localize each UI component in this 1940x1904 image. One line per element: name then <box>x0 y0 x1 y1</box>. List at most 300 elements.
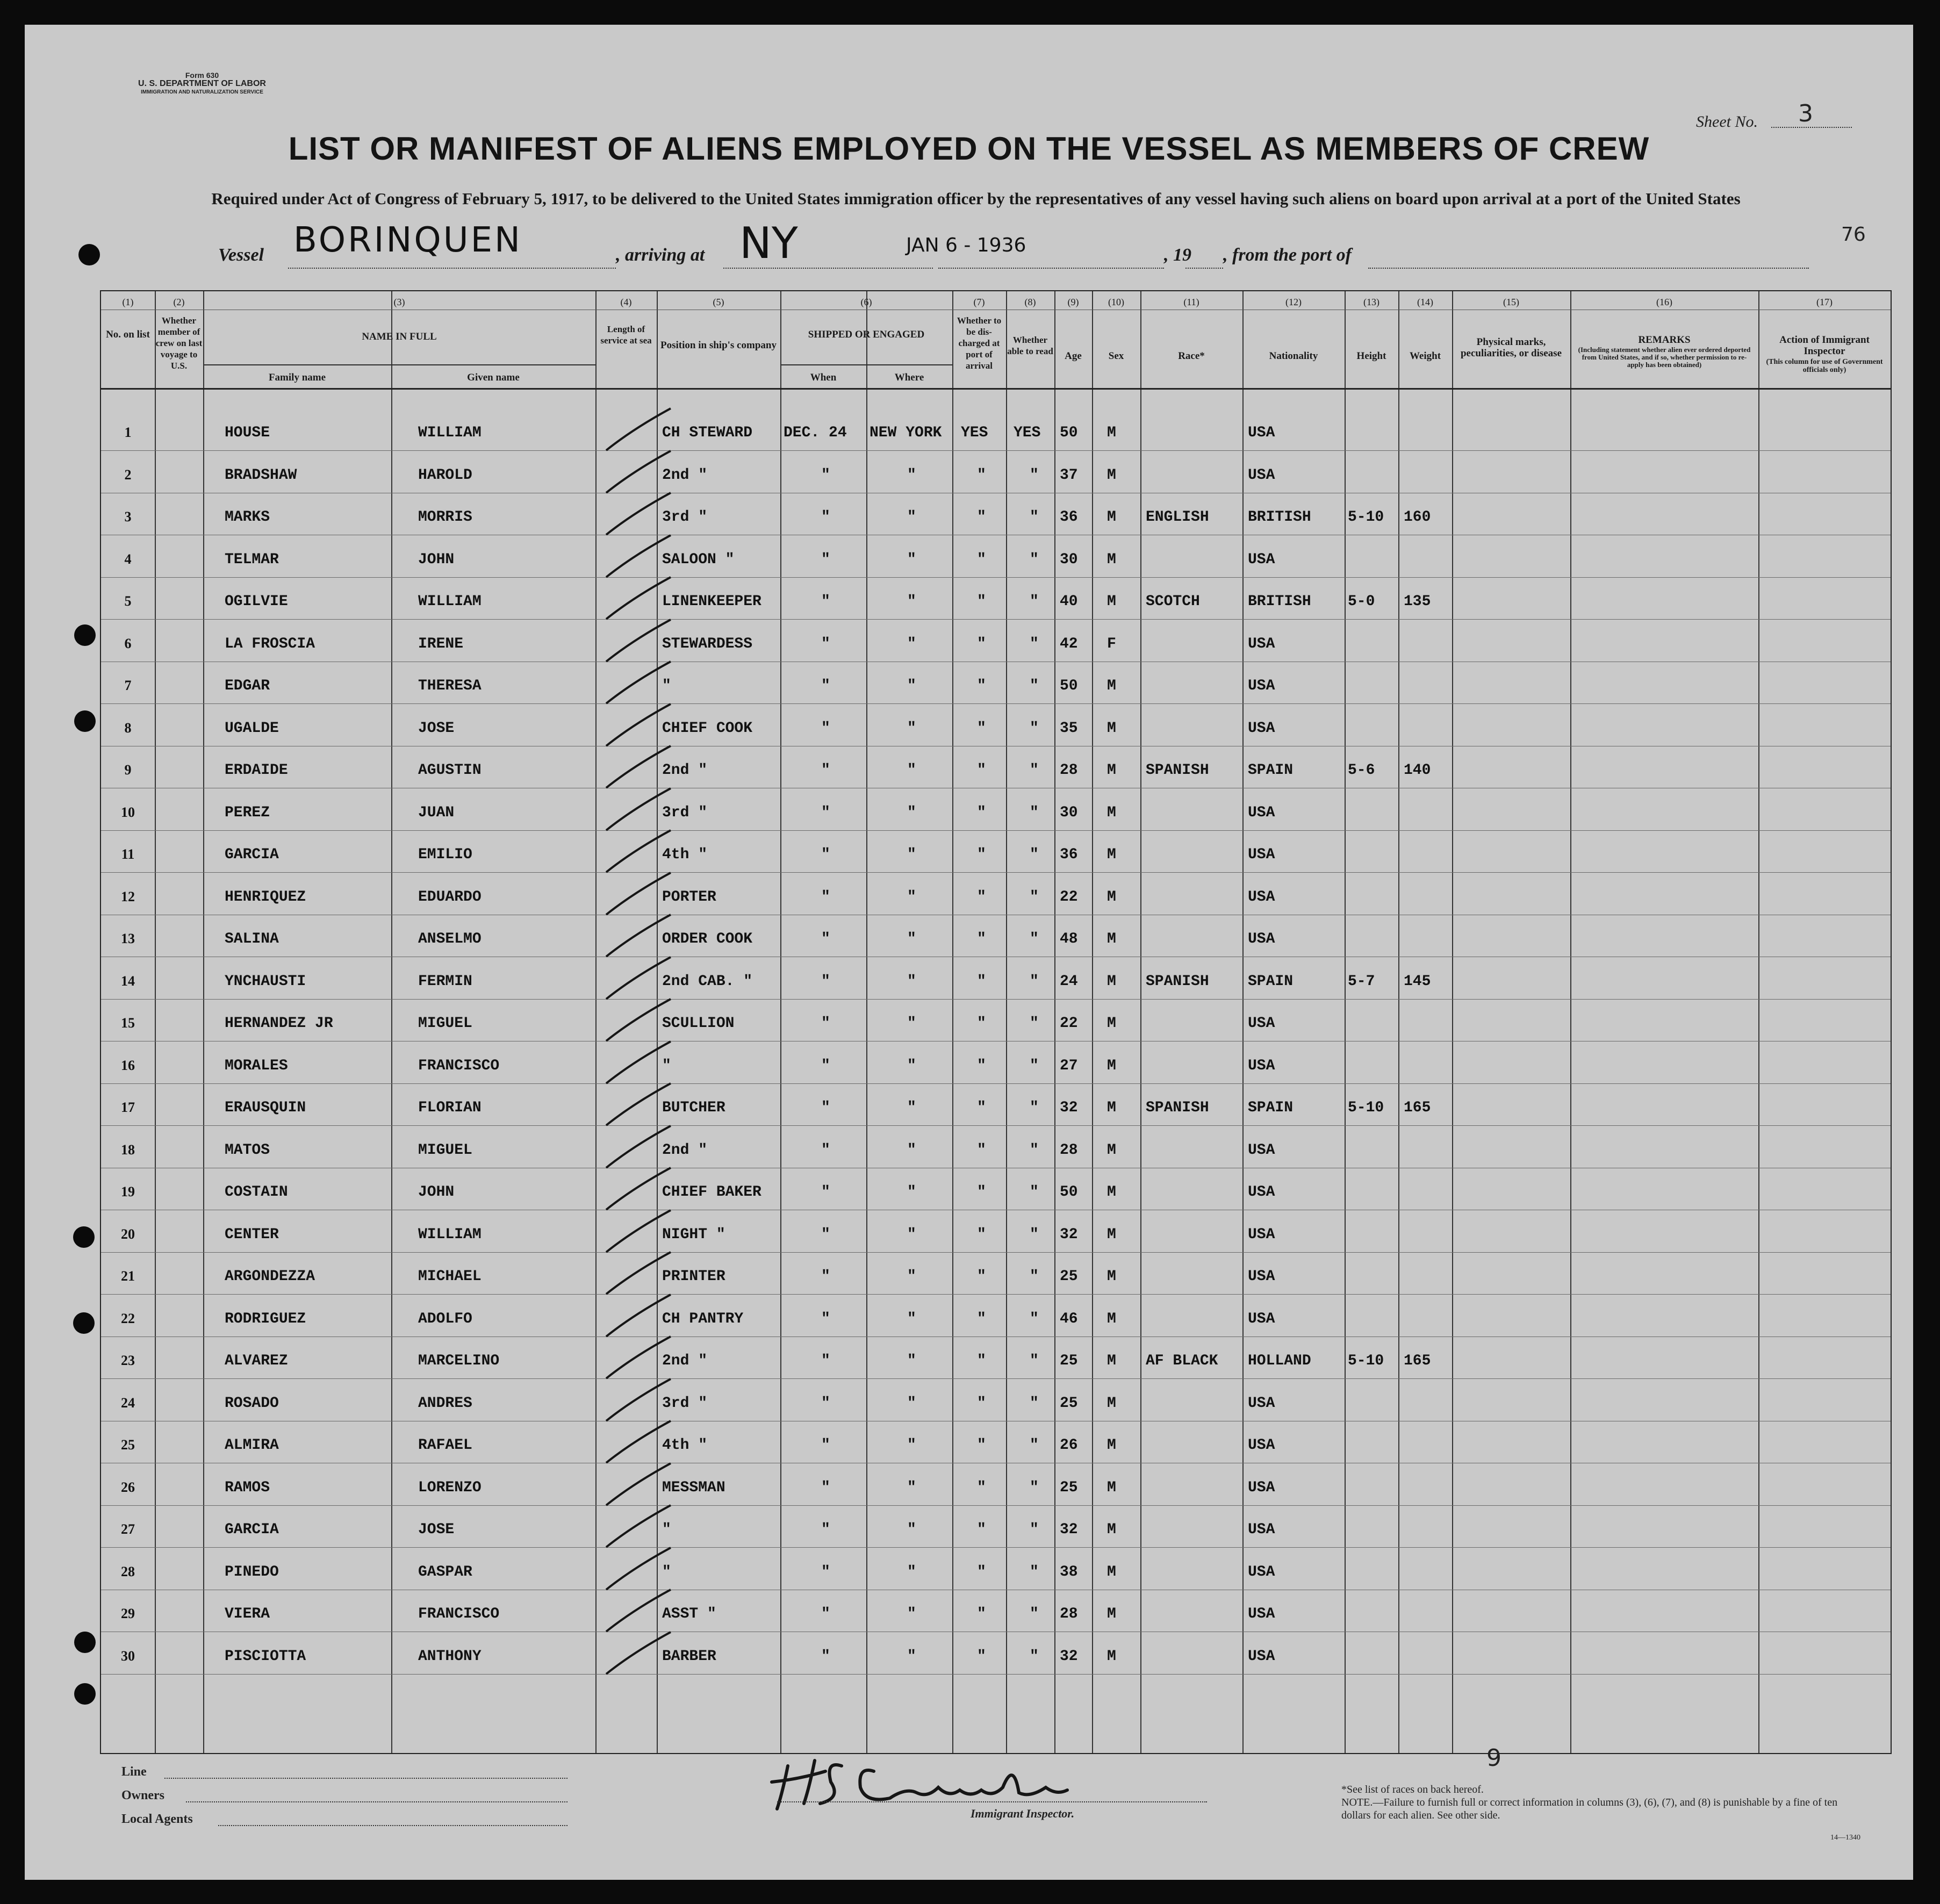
discharged: " <box>977 1353 986 1369</box>
table-row <box>101 1262 1891 1294</box>
table-row <box>101 1093 1891 1125</box>
nationality: USA <box>1248 1057 1275 1074</box>
discharged: " <box>977 1563 986 1580</box>
discharged: " <box>977 1015 986 1032</box>
check-mark <box>601 998 676 1046</box>
family-name: COSTAIN <box>225 1184 288 1201</box>
discharged: " <box>977 1100 986 1116</box>
given-name: FERMIN <box>418 973 472 990</box>
row-rule <box>101 1505 1891 1506</box>
given-name: JOSE <box>418 720 455 737</box>
from-port-label: , from the port of <box>1223 245 1352 265</box>
print-code: 14—1340 <box>1830 1834 1860 1842</box>
nationality: USA <box>1248 1141 1275 1159</box>
page-title: LIST OR MANIFEST OF ALIENS EMPLOYED ON THE VESSEL AS MEMBERS OF CREW <box>288 131 1650 167</box>
discharged: " <box>977 720 986 737</box>
family-name: PINEDO <box>225 1563 279 1580</box>
able-to-read: " <box>1030 1563 1039 1580</box>
race: SPANISH <box>1146 762 1209 779</box>
given-name: RAFAEL <box>418 1437 472 1454</box>
shipped-where: " <box>907 1226 916 1243</box>
table-row <box>101 502 1891 535</box>
given-name: IRENE <box>418 635 464 652</box>
age: 32 <box>1060 1100 1078 1116</box>
header-height: Height <box>1356 350 1386 362</box>
arriving-line <box>723 268 933 269</box>
discharged: " <box>977 1268 986 1285</box>
sex: M <box>1107 846 1116 863</box>
able-to-read: " <box>1030 678 1039 694</box>
inspector-signature <box>766 1750 1207 1814</box>
sex: M <box>1107 1100 1116 1116</box>
header-weight: Weight <box>1409 350 1441 362</box>
position: 2nd " <box>662 466 708 484</box>
position: SCULLION <box>662 1015 735 1032</box>
able-to-read: " <box>1030 720 1039 737</box>
table-row <box>101 967 1891 999</box>
vessel-name: BORINQUEN <box>293 220 522 260</box>
able-to-read: " <box>1030 466 1039 484</box>
weight: 165 <box>1404 1100 1431 1116</box>
vessel-label: Vessel <box>218 245 264 265</box>
position: 4th " <box>662 846 708 863</box>
family-name: UGALDE <box>225 720 279 737</box>
shipped-when: " <box>821 635 830 652</box>
col-number: (6) <box>860 297 872 307</box>
sheet-number-line <box>1771 127 1852 128</box>
family-name: PISCIOTTA <box>225 1648 306 1665</box>
nationality: SPAIN <box>1248 973 1294 990</box>
given-name: WILLIAM <box>418 1226 482 1243</box>
age: 35 <box>1060 720 1078 737</box>
year-label: , 19 <box>1164 245 1191 265</box>
row-number: 25 <box>121 1437 135 1453</box>
check-mark <box>601 450 676 498</box>
shipped-when: " <box>821 973 830 990</box>
header-sex: Sex <box>1108 350 1124 362</box>
given-name: EDUARDO <box>418 888 482 906</box>
discharged: " <box>977 1226 986 1243</box>
age: 36 <box>1060 846 1078 863</box>
family-name: TELMAR <box>225 551 279 568</box>
check-mark <box>601 1547 676 1595</box>
check-mark <box>601 745 676 793</box>
shipped-when: " <box>821 846 830 863</box>
row-number: 30 <box>121 1648 135 1664</box>
able-to-read: " <box>1030 846 1039 863</box>
shipped-where: " <box>907 635 916 652</box>
discharged: " <box>977 509 986 526</box>
header-when: When <box>810 372 837 383</box>
nationality: USA <box>1248 425 1275 441</box>
position: LINENKEEPER <box>662 593 761 610</box>
table-row <box>101 1599 1891 1632</box>
family-name: YNCHAUSTI <box>225 973 306 990</box>
age: 25 <box>1060 1268 1078 1285</box>
row-number: 9 <box>124 762 132 778</box>
row-rule <box>101 1252 1891 1253</box>
nationality: BRITISH <box>1248 593 1311 610</box>
shipped-when: " <box>821 1563 830 1580</box>
given-name: JOHN <box>418 551 455 568</box>
punch-hole <box>74 710 96 732</box>
table-row <box>101 924 1891 957</box>
able-to-read: " <box>1030 888 1039 906</box>
discharged: " <box>977 466 986 484</box>
nationality: USA <box>1248 1310 1275 1327</box>
weight: 160 <box>1404 509 1431 526</box>
shipped-when: " <box>821 888 830 906</box>
header-action-note: (This column for use of Government officials only) <box>1766 358 1883 374</box>
check-mark <box>601 576 676 624</box>
discharged: " <box>977 1310 986 1327</box>
shipped-where: " <box>907 509 916 526</box>
family-name: MATOS <box>225 1141 270 1159</box>
date-stamp: JAN 6 - 1936 <box>906 234 1026 256</box>
sheet-number: 3 <box>1798 100 1813 127</box>
family-name: ALVAREZ <box>225 1353 288 1369</box>
family-name: RODRIGUEZ <box>225 1310 306 1327</box>
shipped-where: " <box>907 1100 916 1116</box>
age: 28 <box>1060 1606 1078 1622</box>
form-identifier <box>100 71 304 97</box>
table-row <box>101 882 1891 915</box>
position: SALOON " <box>662 551 735 568</box>
row-number: 21 <box>121 1268 135 1284</box>
inspector-signature-line <box>777 1801 1207 1802</box>
shipped-when: " <box>821 1395 830 1412</box>
family-name: HOUSE <box>225 425 270 441</box>
sex: M <box>1107 1310 1116 1327</box>
header-age: Age <box>1065 350 1082 362</box>
shipped-where: " <box>907 1310 916 1327</box>
height: 5-0 <box>1348 593 1375 610</box>
row-number: 24 <box>121 1395 135 1411</box>
shipped-where: " <box>907 720 916 737</box>
check-mark <box>601 829 676 878</box>
shipped-where: " <box>907 1057 916 1074</box>
able-to-read: YES <box>1014 425 1041 441</box>
position: STEWARDESS <box>662 635 753 652</box>
nationality: USA <box>1248 804 1275 821</box>
discharged: " <box>977 1057 986 1074</box>
age: 46 <box>1060 1310 1078 1327</box>
table-row <box>101 1557 1891 1590</box>
row-rule <box>101 577 1891 578</box>
discharged: " <box>977 1395 986 1412</box>
row-number: 10 <box>121 804 135 820</box>
age: 30 <box>1060 804 1078 821</box>
age: 50 <box>1060 678 1078 694</box>
family-name: ALMIRA <box>225 1437 279 1454</box>
sex: M <box>1107 466 1116 484</box>
row-rule <box>101 1547 1891 1548</box>
position: " <box>662 1521 671 1538</box>
table-row <box>101 1136 1891 1168</box>
age: 32 <box>1060 1648 1078 1665</box>
arriving-port: NY <box>739 218 798 268</box>
name-rule <box>203 364 595 365</box>
form-number: Form 630 <box>185 71 219 80</box>
able-to-read: " <box>1030 1353 1039 1369</box>
shipped-where: " <box>907 593 916 610</box>
family-name: VIERA <box>225 1606 270 1622</box>
discharged: " <box>977 551 986 568</box>
given-name: MIGUEL <box>418 1141 472 1159</box>
family-name: BRADSHAW <box>225 466 297 484</box>
sex: M <box>1107 1437 1116 1454</box>
row-rule <box>101 1674 1891 1675</box>
check-mark <box>601 1251 676 1299</box>
nationality: BRITISH <box>1248 509 1311 526</box>
header-race: Race* <box>1178 350 1205 362</box>
able-to-read: " <box>1030 804 1039 821</box>
punch-hole <box>73 1312 95 1334</box>
shipped-where: " <box>907 1141 916 1159</box>
check-mark <box>601 1082 676 1131</box>
shipped-where: " <box>907 762 916 779</box>
header-action: Action of Immigrant Inspector <box>1779 334 1870 357</box>
line-label: Line <box>121 1765 147 1779</box>
col-number: (7) <box>973 297 985 307</box>
nationality: USA <box>1248 1268 1275 1285</box>
arriving-label: , arriving at <box>616 245 705 265</box>
sex: M <box>1107 720 1116 737</box>
header-bottom-rule <box>101 388 1891 390</box>
age: 25 <box>1060 1353 1078 1369</box>
position: 2nd " <box>662 1141 708 1159</box>
nationality: USA <box>1248 1606 1275 1622</box>
position: ORDER COOK <box>662 931 753 947</box>
discharged: " <box>977 1479 986 1496</box>
discharged: " <box>977 593 986 610</box>
check-mark <box>601 787 676 836</box>
position: ASST " <box>662 1606 716 1622</box>
shipped-where: " <box>907 846 916 863</box>
header-member-last-voyage: Whether member of crew on last voyage to U.S. <box>155 315 203 371</box>
able-to-read: " <box>1030 509 1039 526</box>
sex: M <box>1107 551 1116 568</box>
header-nationality: Nationality <box>1269 350 1318 362</box>
position: 3rd " <box>662 804 708 821</box>
discharged: " <box>977 931 986 947</box>
local-agents-label: Local Agents <box>121 1812 193 1826</box>
age: 28 <box>1060 762 1078 779</box>
position: 3rd " <box>662 1395 708 1412</box>
check-mark <box>601 407 676 456</box>
shipped-when: " <box>821 509 830 526</box>
nationality: USA <box>1248 720 1275 737</box>
able-to-read: " <box>1030 1521 1039 1538</box>
sex: M <box>1107 509 1116 526</box>
age: 32 <box>1060 1521 1078 1538</box>
given-name: THERESA <box>418 678 482 694</box>
manifest-sheet <box>25 25 1913 1880</box>
check-mark <box>601 703 676 751</box>
position: PORTER <box>662 888 716 906</box>
shipped-where: " <box>907 1648 916 1665</box>
given-name: AGUSTIN <box>418 762 482 779</box>
header-position: Position in ship's company <box>660 340 777 351</box>
nationality: HOLLAND <box>1248 1353 1311 1369</box>
row-number: 27 <box>121 1521 135 1537</box>
table-row <box>101 1389 1891 1421</box>
sex: M <box>1107 762 1116 779</box>
row-number: 11 <box>121 846 135 862</box>
table-row <box>101 840 1891 872</box>
shipped-where: " <box>907 973 916 990</box>
col-number: (9) <box>1067 297 1079 307</box>
age: 50 <box>1060 1184 1078 1201</box>
able-to-read: " <box>1030 1479 1039 1496</box>
able-to-read: " <box>1030 1268 1039 1285</box>
sex: M <box>1107 1141 1116 1159</box>
family-name: GARCIA <box>225 1521 279 1538</box>
shipped-where: " <box>907 678 916 694</box>
check-mark <box>601 914 676 962</box>
shipped-when: " <box>821 551 830 568</box>
row-number: 2 <box>124 466 132 483</box>
able-to-read: " <box>1030 1395 1039 1412</box>
vessel-line <box>288 268 616 269</box>
row-number: 29 <box>121 1606 135 1621</box>
row-number: 26 <box>121 1479 135 1495</box>
shipped-where: " <box>907 1521 916 1538</box>
check-mark <box>601 1462 676 1511</box>
header-physical-marks: Physical marks, peculiarities, or disease <box>1460 336 1562 359</box>
col-number: (11) <box>1183 297 1199 307</box>
position: 2nd " <box>662 1353 708 1369</box>
check-mark <box>601 492 676 540</box>
nationality: USA <box>1248 1563 1275 1580</box>
nationality: USA <box>1248 1479 1275 1496</box>
table-row <box>101 1009 1891 1041</box>
able-to-read: " <box>1030 1184 1039 1201</box>
shipped-when: " <box>821 804 830 821</box>
given-name: ADOLFO <box>418 1310 472 1327</box>
punch-hole <box>74 1683 96 1705</box>
header-remarks: REMARKS <box>1638 334 1691 346</box>
shipped-when: " <box>821 931 830 947</box>
position: BARBER <box>662 1648 716 1665</box>
nationality: USA <box>1248 678 1275 694</box>
age: 36 <box>1060 509 1078 526</box>
age: 28 <box>1060 1141 1078 1159</box>
shipped-where: " <box>907 1479 916 1496</box>
shipped-where: " <box>907 1353 916 1369</box>
col-number: (5) <box>713 297 724 307</box>
family-name: ERDAIDE <box>225 762 288 779</box>
age: 22 <box>1060 1015 1078 1032</box>
position: " <box>662 1563 671 1580</box>
sex: M <box>1107 804 1116 821</box>
races-note: *See list of races on back hereof. <box>1341 1784 1484 1795</box>
able-to-read: " <box>1030 1606 1039 1622</box>
able-to-read: " <box>1030 1057 1039 1074</box>
height: 5-10 <box>1348 1353 1384 1369</box>
table-row <box>101 1431 1891 1463</box>
position: PRINTER <box>662 1268 725 1285</box>
shipped-when: " <box>821 1057 830 1074</box>
header-discharged: Whether to be dis-charged at port of arrival <box>957 315 1002 371</box>
shipped-when: " <box>821 1184 830 1201</box>
discharged: " <box>977 1141 986 1159</box>
check-mark <box>601 1378 676 1426</box>
race: SCOTCH <box>1146 593 1200 610</box>
row-rule <box>101 872 1891 873</box>
shipped-when: " <box>821 1437 830 1454</box>
age: 50 <box>1060 425 1078 441</box>
row-number: 18 <box>121 1141 135 1158</box>
position: MESSMAN <box>662 1479 725 1496</box>
nationality: USA <box>1248 466 1275 484</box>
sex: M <box>1107 973 1116 990</box>
height: 5-10 <box>1348 1100 1384 1116</box>
penalty-note: NOTE.—Failure to furnish full or correct information in columns (3), (6), (7), and (8) is punishable by a fine of ten dollars for each alien. See other side. <box>1341 1797 1838 1821</box>
given-name: MORRIS <box>418 509 472 526</box>
header-given-name: Given name <box>467 372 520 383</box>
check-mark <box>601 1420 676 1468</box>
shipped-where: " <box>907 1268 916 1285</box>
check-mark <box>601 1209 676 1258</box>
age: 25 <box>1060 1479 1078 1496</box>
shipped-when: DEC. 24 <box>784 425 847 441</box>
row-rule <box>101 1083 1891 1084</box>
sex: M <box>1107 1479 1116 1496</box>
table-body <box>101 393 1891 1694</box>
weight: 140 <box>1404 762 1431 779</box>
table-row <box>101 587 1891 619</box>
sex: M <box>1107 1184 1116 1201</box>
shipped-when: " <box>821 1648 830 1665</box>
able-to-read: " <box>1030 973 1039 990</box>
shipped-where: " <box>907 888 916 906</box>
header-name-in-full: NAME IN FULL <box>362 331 437 342</box>
age: 48 <box>1060 931 1078 947</box>
header-shipped-engaged: SHIPPED OR ENGAGED <box>808 329 925 340</box>
row-number: 22 <box>121 1310 135 1326</box>
family-name: SALINA <box>225 931 279 947</box>
discharged: " <box>977 1437 986 1454</box>
discharged: " <box>977 973 986 990</box>
manifest-table <box>100 290 1892 1754</box>
table-row <box>101 798 1891 830</box>
line-field <box>164 1778 567 1779</box>
able-to-read: " <box>1030 1648 1039 1665</box>
sex: M <box>1107 593 1116 610</box>
position: BUTCHER <box>662 1100 725 1116</box>
shipped-when: " <box>821 1353 830 1369</box>
shipped-when: " <box>821 1226 830 1243</box>
check-mark <box>601 956 676 1004</box>
position: 2nd CAB. " <box>662 973 753 990</box>
shipped-when: " <box>821 466 830 484</box>
position: 4th " <box>662 1437 708 1454</box>
given-name: ANDRES <box>418 1395 472 1412</box>
owners-label: Owners <box>121 1788 164 1802</box>
able-to-read: " <box>1030 1015 1039 1032</box>
shipped-rule <box>780 364 952 365</box>
race: AF BLACK <box>1146 1353 1218 1369</box>
discharged: " <box>977 1521 986 1538</box>
able-to-read: " <box>1030 1226 1039 1243</box>
row-rule <box>101 999 1891 1000</box>
shipped-where: " <box>907 931 916 947</box>
row-number: 28 <box>121 1563 135 1579</box>
nationality: USA <box>1248 635 1275 652</box>
position: CHIEF COOK <box>662 720 753 737</box>
punch-hole <box>73 1226 95 1248</box>
